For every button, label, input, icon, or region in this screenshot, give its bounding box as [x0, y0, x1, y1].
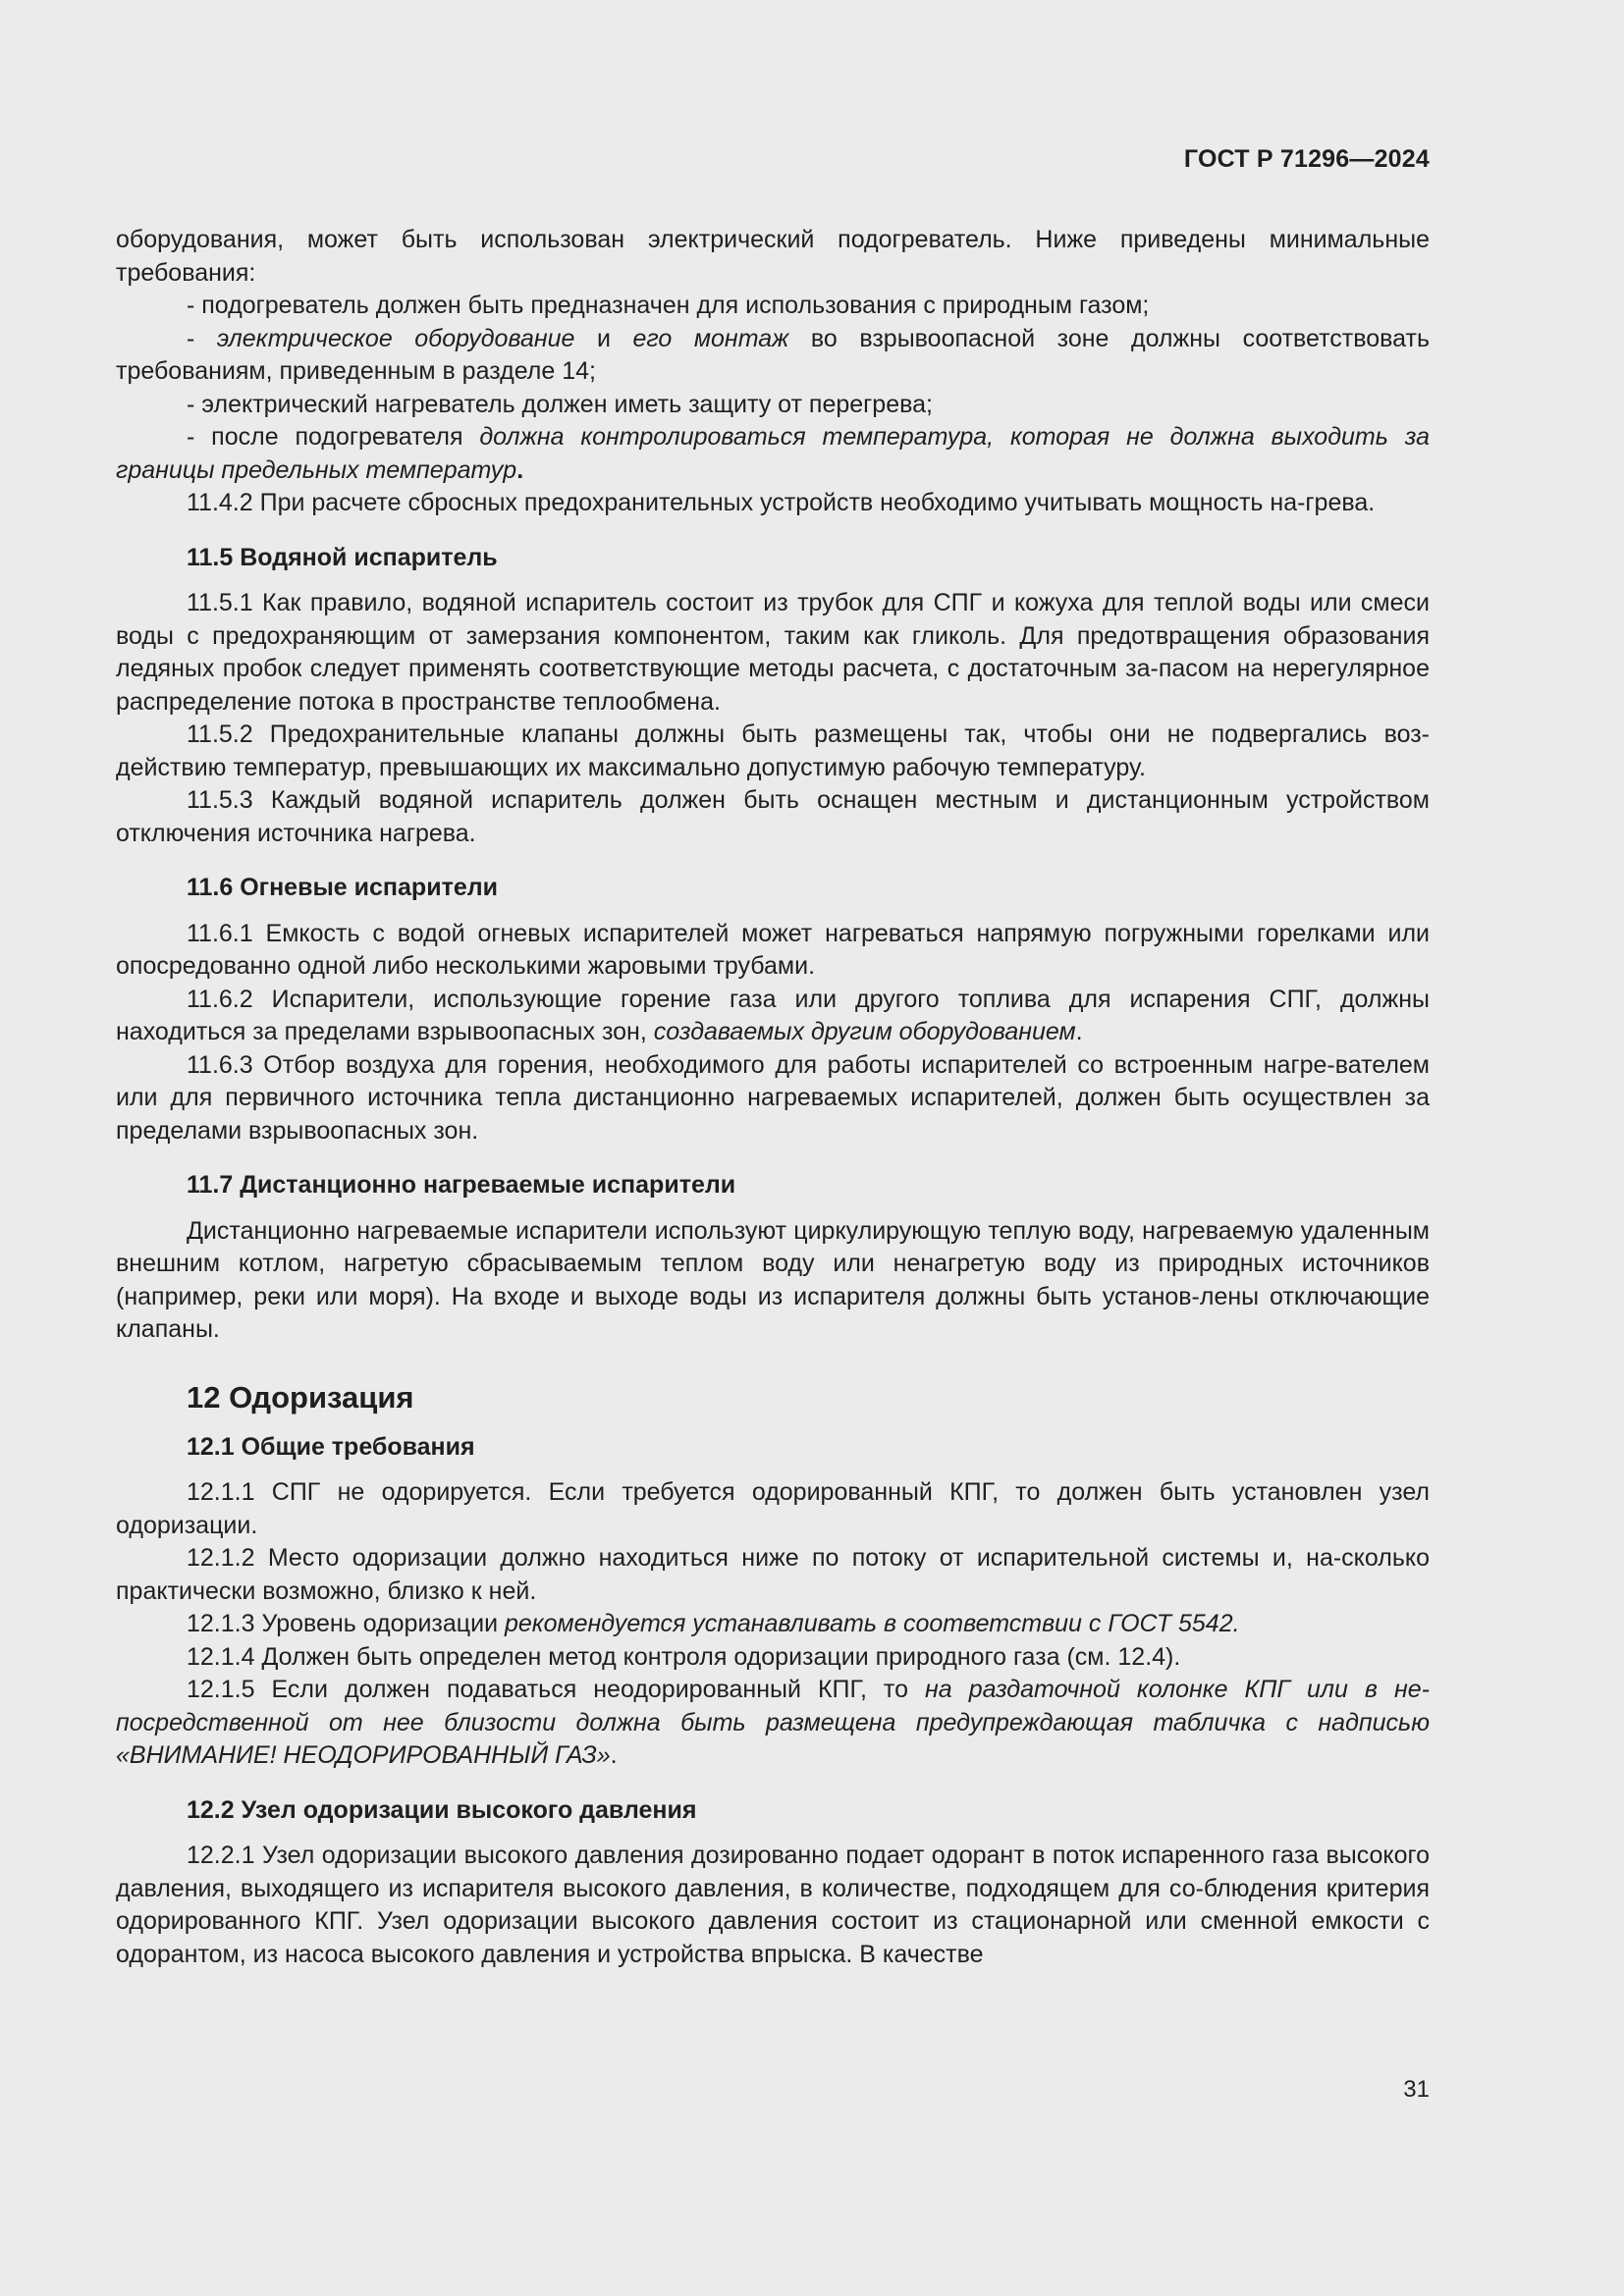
- list-item-overheat-protection: - электрический нагреватель должен иметь защиту от перегрева;: [187, 390, 933, 418]
- list-item-heater-purpose: - подогреватель должен быть предназначен для использования с природным газом;: [187, 292, 1150, 319]
- paragraph-12-2-1: 12.2.1 Узел одоризации высокого давления дозированно подает одорант в поток испаренного газа высокого давления, выходящего из испарителя высокого давления, в количестве, подходящем для со-блюдения критерия одорированного КПГ. Узел одоризации высокого давления состоит из стационарной или сменной емкости с одорантом, из насоса высокого давления и устройства впрыска. В качестве: [116, 1842, 1430, 1968]
- paragraph-11-6-3: 11.6.3 Отбор воздуха для горения, необходимого для работы испарителей со встроенным нагре-вателем или для первичного источника тепла дистанционно нагреваемых испарителей, должен быть осуществлен за пределами взрывоопасных зон.: [116, 1050, 1430, 1145]
- paragraph-11-4-2: 11.4.2 При расчете сбросных предохранительных устройств необходимо учитывать мощность на-грева.: [187, 489, 1376, 516]
- document-body: [116, 224, 1430, 1971]
- heading-11-5: 11.5 Водяной испаритель: [187, 543, 498, 571]
- paragraph-11-5-1: 11.5.1 Как правило, водяной испаритель состоит из трубок для СПГ и кожуха для теплой воды или смеси воды с предохраняющим от замерзания компонентом, таким как гликоль. Для предотвращения образования ледяных пробок следует применять соответствующие методы расчета, с достаточным за-пасом на нерегулярное распределение потока в пространстве теплообмена.: [116, 589, 1430, 716]
- paragraph-intro: оборудования, может быть использован электрический подогреватель. Ниже приведены минимальные требования:: [116, 226, 1430, 287]
- paragraph-12-1-2: 12.1.2 Место одоризации должно находиться ниже по потоку от испарительной системы и, на-сколько практически возможно, близко к ней.: [116, 1544, 1430, 1605]
- heading-11-7: 11.7 Дистанционно нагреваемые испарители: [187, 1171, 736, 1199]
- paragraph-11-5-2: 11.5.2 Предохранительные клапаны должны быть размещены так, чтобы они не подвергались воз-действию температур, превышающих их максимально допустимую рабочую температуру.: [116, 721, 1430, 781]
- paragraph-11-5-3: 11.5.3 Каждый водяной испаритель должен быть оснащен местным и дистанционным устройством отключения источника нагрева.: [116, 786, 1430, 847]
- heading-11-6: 11.6 Огневые испарители: [187, 874, 498, 901]
- paragraph-11-6-1: 11.6.1 Емкость с водой огневых испарителей может нагреваться напрямую погружными горелками или опосредованно одной либо несколькими жаровыми трубами.: [116, 919, 1430, 980]
- paragraph-12-1-4: 12.1.4 Должен быть определен метод контроля одоризации природного газа (см. 12.4).: [187, 1642, 1181, 1671]
- heading-12-1: 12.1 Общие требования: [187, 1432, 475, 1461]
- paragraph-12-1-1: 12.1.1 СПГ не одорируется. Если требуется одорированный КПГ, то должен быть установлен узел одоризации.: [116, 1478, 1430, 1539]
- list-item-electrical-equipment: - электрическое оборудование и его монтаж во взрывоопасной зоне должны соответствовать требованиям, приведенным в разделе 14;: [116, 324, 1430, 385]
- paragraph-11-6-2: 11.6.2 Испарители, использующие горение газа или другого топлива для испарения СПГ, должны находиться за пределами взрывоопасных зон, создаваемых другим оборудованием.: [116, 985, 1430, 1045]
- document-code: ГОСТ Р 71296—2024: [1183, 145, 1430, 173]
- list-item-temperature-control: - после подогревателя должна контролироваться температура, которая не должна выходить за границы предельных температур.: [116, 423, 1430, 484]
- paragraph-11-7: Дистанционно нагреваемые испарители используют циркулирующую теплую воду, нагреваемую удаленным внешним котлом, нагретую сбрасываемым теплом воду или ненагретую воду из природных источников (например, реки или моря). На входе и выходе воды из испарителя должны быть установ-лены отключающие клапаны.: [116, 1216, 1430, 1343]
- heading-12: 12 Одоризация: [187, 1379, 414, 1415]
- paragraph-12-1-3: 12.1.3 Уровень одоризации рекомендуется устанавливать в соответствии с ГОСТ 5542.: [187, 1610, 1240, 1637]
- heading-12-2: 12.2 Узел одоризации высокого давления: [187, 1795, 697, 1824]
- page-number: 31: [1403, 2076, 1430, 2103]
- paragraph-12-1-5: 12.1.5 Если должен подаваться неодорированный КПГ, то на раздаточной колонке КПГ или в не-посредственной от нее близости должна быть размещена предупреждающая табличка с надписью «ВНИМАНИЕ! НЕОДОРИРОВАННЫЙ ГАЗ».: [116, 1676, 1430, 1769]
